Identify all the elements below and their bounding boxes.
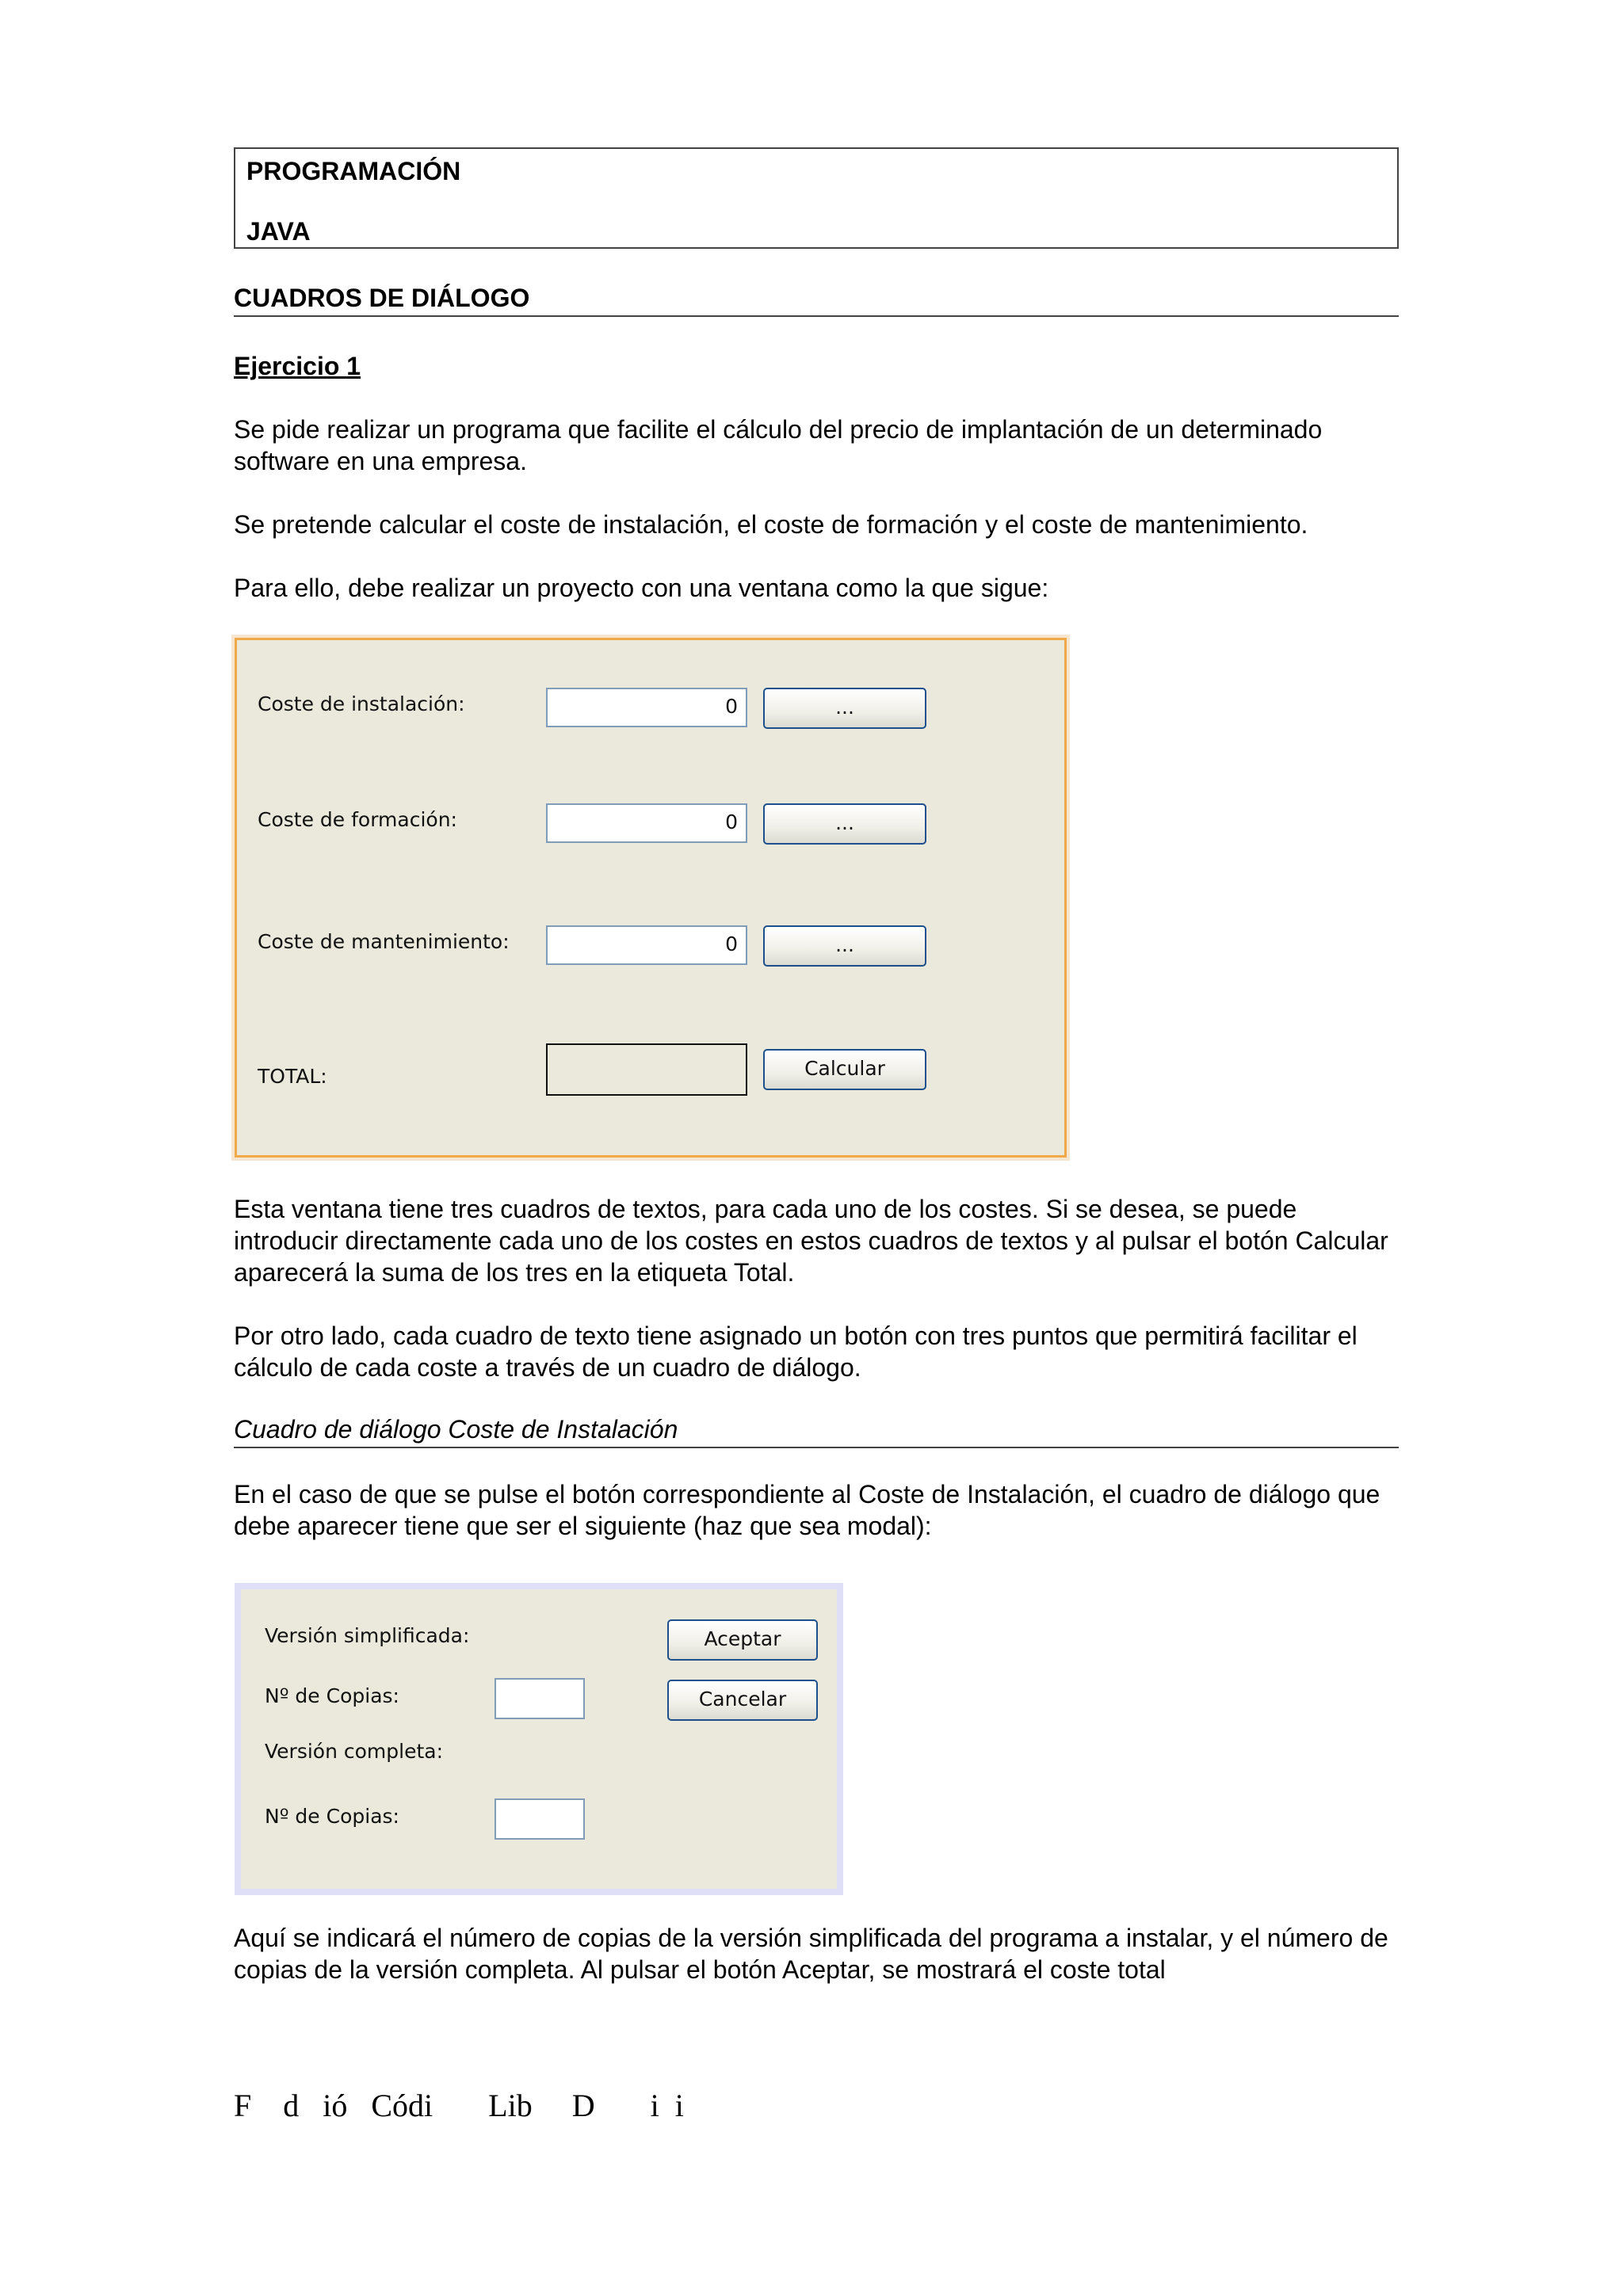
maintenance-cost-field[interactable]: 0 [546, 925, 747, 965]
subsection-title: Cuadro de diálogo Coste de Instalación [234, 1413, 1399, 1448]
simplified-version-label: Versión simplificada: [265, 1624, 470, 1647]
paragraph-dialog: En el caso de que se pulse el botón correspondiente al Coste de Instalación, el cuadro de diálogo que debe aparecer tiene que ser el siguiente (haz que sea modal): [234, 1480, 1381, 1540]
paragraph-buttons: Por otro lado, cada cuadro de texto tiene asignado un botón con tres puntos que permitirá facilitar el cálculo de cada coste a través de un cuadro de diálogo. [234, 1322, 1358, 1382]
header-subject: JAVA [246, 217, 311, 246]
training-cost-field[interactable]: 0 [546, 803, 747, 843]
complete-copies-label: Nº de Copias: [265, 1805, 399, 1828]
training-cost-label: Coste de formación: [258, 808, 457, 831]
main-window-figure [235, 638, 1067, 1158]
exercise-title: Ejercicio 1 [234, 352, 361, 380]
calculate-button[interactable]: Calcular [763, 1049, 926, 1090]
page-footer: F d ió Códi Lib D i i [234, 2088, 684, 2123]
installation-cost-button[interactable]: ... [763, 688, 926, 729]
installation-cost-label: Coste de instalación: [258, 692, 465, 715]
training-cost-button[interactable]: ... [763, 803, 926, 845]
total-value-display [546, 1043, 747, 1096]
simplified-copies-label: Nº de Copias: [265, 1684, 399, 1707]
paragraph-window: Para ello, debe realizar un proyecto con una ventana como la que sigue: [234, 574, 1049, 602]
maintenance-cost-button[interactable]: ... [763, 925, 926, 967]
total-label: TOTAL: [258, 1065, 327, 1088]
complete-copies-field[interactable] [495, 1798, 585, 1840]
header-box [234, 147, 1399, 249]
installation-cost-field[interactable]: 0 [546, 688, 747, 727]
cancel-button[interactable]: Cancelar [667, 1680, 818, 1721]
paragraph-textboxes: Esta ventana tiene tres cuadros de textos, para cada uno de los costes. Si se desea, se puede introducir directamente cada uno de los costes en estos cuadros de textos y al pulsar el botón Calcular aparecerá la suma de los tres en la etiqueta Total. [234, 1195, 1388, 1287]
complete-version-label: Versión completa: [265, 1740, 444, 1763]
paragraph-intro: Se pide realizar un programa que facilite el cálculo del precio de implantación de un determinado software en una empresa. [234, 415, 1323, 475]
paragraph-copies: Aquí se indicará el número de copias de la versión simplificada del programa a instalar, y el número de copias de la versión completa. Al pulsar el botón Aceptar, se mostrará el coste total [234, 1924, 1388, 1984]
paragraph-costs: Se pretende calcular el coste de instalación, el coste de formación y el coste de mantenimiento. [234, 510, 1308, 539]
section-title: CUADROS DE DIÁLOGO [234, 282, 1399, 317]
simplified-copies-field[interactable] [495, 1678, 585, 1719]
installation-dialog-figure [235, 1583, 843, 1895]
maintenance-cost-label: Coste de mantenimiento: [258, 930, 510, 953]
header-course: PROGRAMACIÓN [246, 157, 461, 185]
accept-button[interactable]: Aceptar [667, 1619, 818, 1661]
